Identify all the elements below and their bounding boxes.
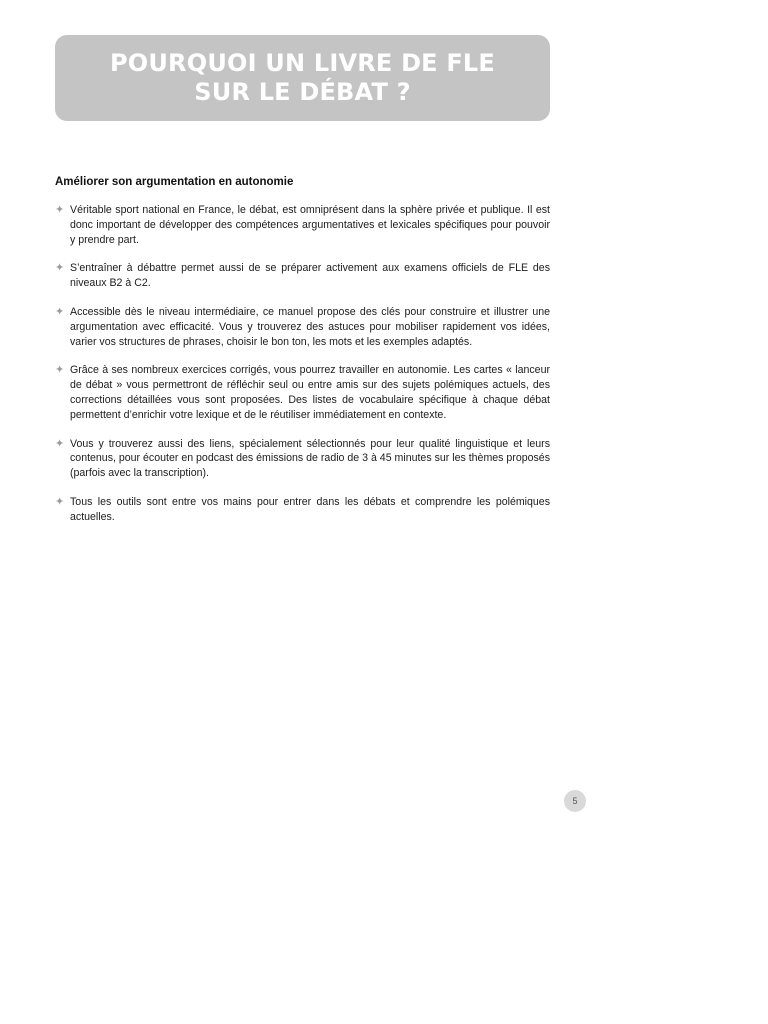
bullet-item [55, 261, 550, 291]
bullet-text: Grâce à ses nombreux exercices corrigés, vous pourrez travailler en autonomie. Les cartes « lanceur de débat » vous permettront de réfléchir seul ou entre amis sur des sujets polémiques actuels, des corrections détaillées vous sont proposées. Des listes de vocabulaire spécifique à chaque débat permettent d’enrichir votre lexique et de le réutiliser immédiatement en contexte. [70, 364, 550, 421]
page-title-line-2: SUR LE DÉBAT ? [194, 78, 411, 106]
page-title [110, 49, 495, 107]
four-point-star-icon: ✦ [55, 262, 65, 275]
bullet-item [55, 203, 550, 247]
title-banner [55, 35, 550, 121]
four-point-star-icon: ✦ [55, 364, 65, 377]
bullet-item [55, 363, 550, 422]
bullet-item [55, 305, 550, 349]
bullet-text: Tous les outils sont entre vos mains pour entrer dans les débats et comprendre les polémiques actuelles. [70, 495, 550, 523]
bullet-list [55, 203, 550, 539]
page-number-badge: 5 [564, 790, 586, 812]
bullet-text: S’entraîner à débattre permet aussi de se préparer activement aux examens officiels de FLE des niveaux B2 à C2. [70, 262, 550, 290]
bullet-text: Vous y trouverez aussi des liens, spécialement sélectionnés pour leur qualité linguistique et leurs contenus, pour écouter en podcast des émissions de radio de 3 à 45 minutes sur les thèmes proposés (parfois avec la transcription). [70, 437, 550, 480]
four-point-star-icon: ✦ [55, 495, 65, 508]
section-heading: Améliorer son argumentation en autonomie [55, 176, 294, 188]
four-point-star-icon: ✦ [55, 305, 65, 318]
four-point-star-icon: ✦ [55, 437, 65, 450]
four-point-star-icon: ✦ [55, 204, 65, 216]
bullet-text: Véritable sport national en France, le débat, est omniprésent dans la sphère privée et publique. Il est donc important de développer des compétences argumentatives et lexicales spécifiques pour pouvoir y prendre part. [70, 204, 550, 246]
bullet-item [55, 437, 550, 481]
bullet-item [55, 495, 550, 525]
bullet-text: Accessible dès le niveau intermédiaire, ce manuel propose des clés pour construire et illustrer une argumentation avec efficacité. Vous y trouverez des astuces pour mobiliser rapidement vos idées, varier vos structures de phrases, choisir le bon ton, les mots et les exemples adaptés. [70, 305, 550, 348]
page-title-line-1: POURQUOI UN LIVRE DE FLE [109, 49, 496, 77]
